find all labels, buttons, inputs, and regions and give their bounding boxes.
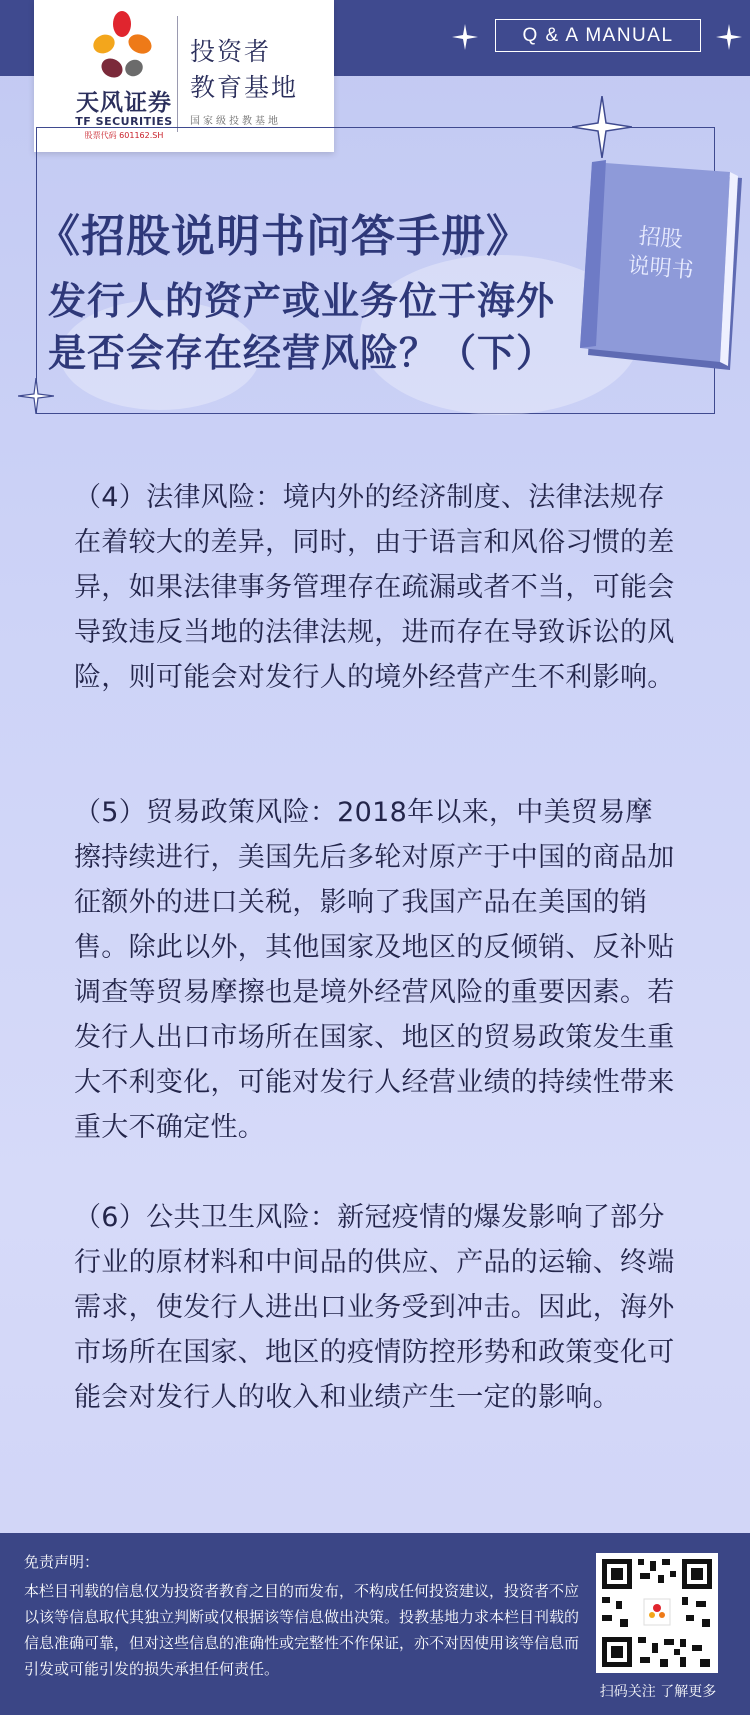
question-line-2: 是否会存在经营风险？（下） [48,331,556,375]
qr-code-icon[interactable] [596,1553,718,1673]
prospectus-book-icon [570,150,750,380]
footer [0,1533,750,1715]
base-subtitle: 国家级投教基地 [190,116,281,127]
paragraph-public-health-risk: （6）公共卫生风险：新冠疫情的爆发影响了部分行业的原材料和中间品的供应、产品的运输、终端需求，使发行人进出口业务受到冲击。因此，海外市场所在国家、地区的疫情防控形势和政策变化可能会对发行人的收入和业绩产生一定的影响。 [74,1202,675,1413]
base-title-line2: 教育基地 [190,73,299,102]
sparkle-icon [452,24,478,50]
disclaimer-title: 免责声明： [24,1553,100,1571]
brand-name-cn: 天风证券 [76,90,172,116]
book-label-line1: 招股 [637,224,684,253]
sparkle-icon [572,96,632,158]
qr-caption: 扫码关注 了解更多 [599,1684,717,1700]
sparkle-icon [716,24,742,50]
qa-manual-badge: Q & A MANUAL [495,19,701,52]
disclaimer-text: 本栏目刊载的信息仅为投资者教育之目的而发布，不构成任何投资建议，投资者不应以该等信息取代其独立判断或仅根据该等信息做出决策。投教基地力求本栏目刊载的信息准确可靠，但对这些信息的准确性或完整性不作保证，亦不对因使用该等信息而引发或可能引发的损失承担任何责任。 [24,1582,580,1678]
question-line-1: 发行人的资产或业务位于海外 [48,279,556,323]
manual-title: 《招股说明书问答手册》 [36,211,531,262]
base-title-line1: 投资者 [190,37,272,66]
brand-name-en: TF SECURITIES [75,115,173,128]
paragraph-trade-policy-risk: （5）贸易政策风险：2018年以来，中美贸易摩擦持续进行，美国先后多轮对原产于中国的商品加征额外的进口关税，影响了我国产品在美国的销售。除此以外，其他国家及地区的反倾销、反补贴调查等贸易摩擦也是境外经营风险的重要因素。若发行人出口市场所在国家、地区的贸易政策发生重大不利变化，可能对发行人经营业绩的持续性带来重大不确定性。 [74,797,675,1143]
logo-divider [177,16,178,132]
book-label-line2: 说明书 [626,253,695,284]
sparkle-icon [18,378,54,414]
paragraph-legal-risk: （4）法律风险：境内外的经济制度、法律法规存在着较大的差异，同时，由于语言和风俗习惯的差异，如果法律事务管理存在疏漏或者不当，可能会导致违反当地的法律法规，进而存在导致诉讼的风险，则可能会对发行人的境外经营产生不利影响。 [74,482,675,693]
tf-logo-icon [82,10,162,88]
base-title [190,34,330,106]
stock-code: 股票代码 601162.SH [84,131,164,140]
